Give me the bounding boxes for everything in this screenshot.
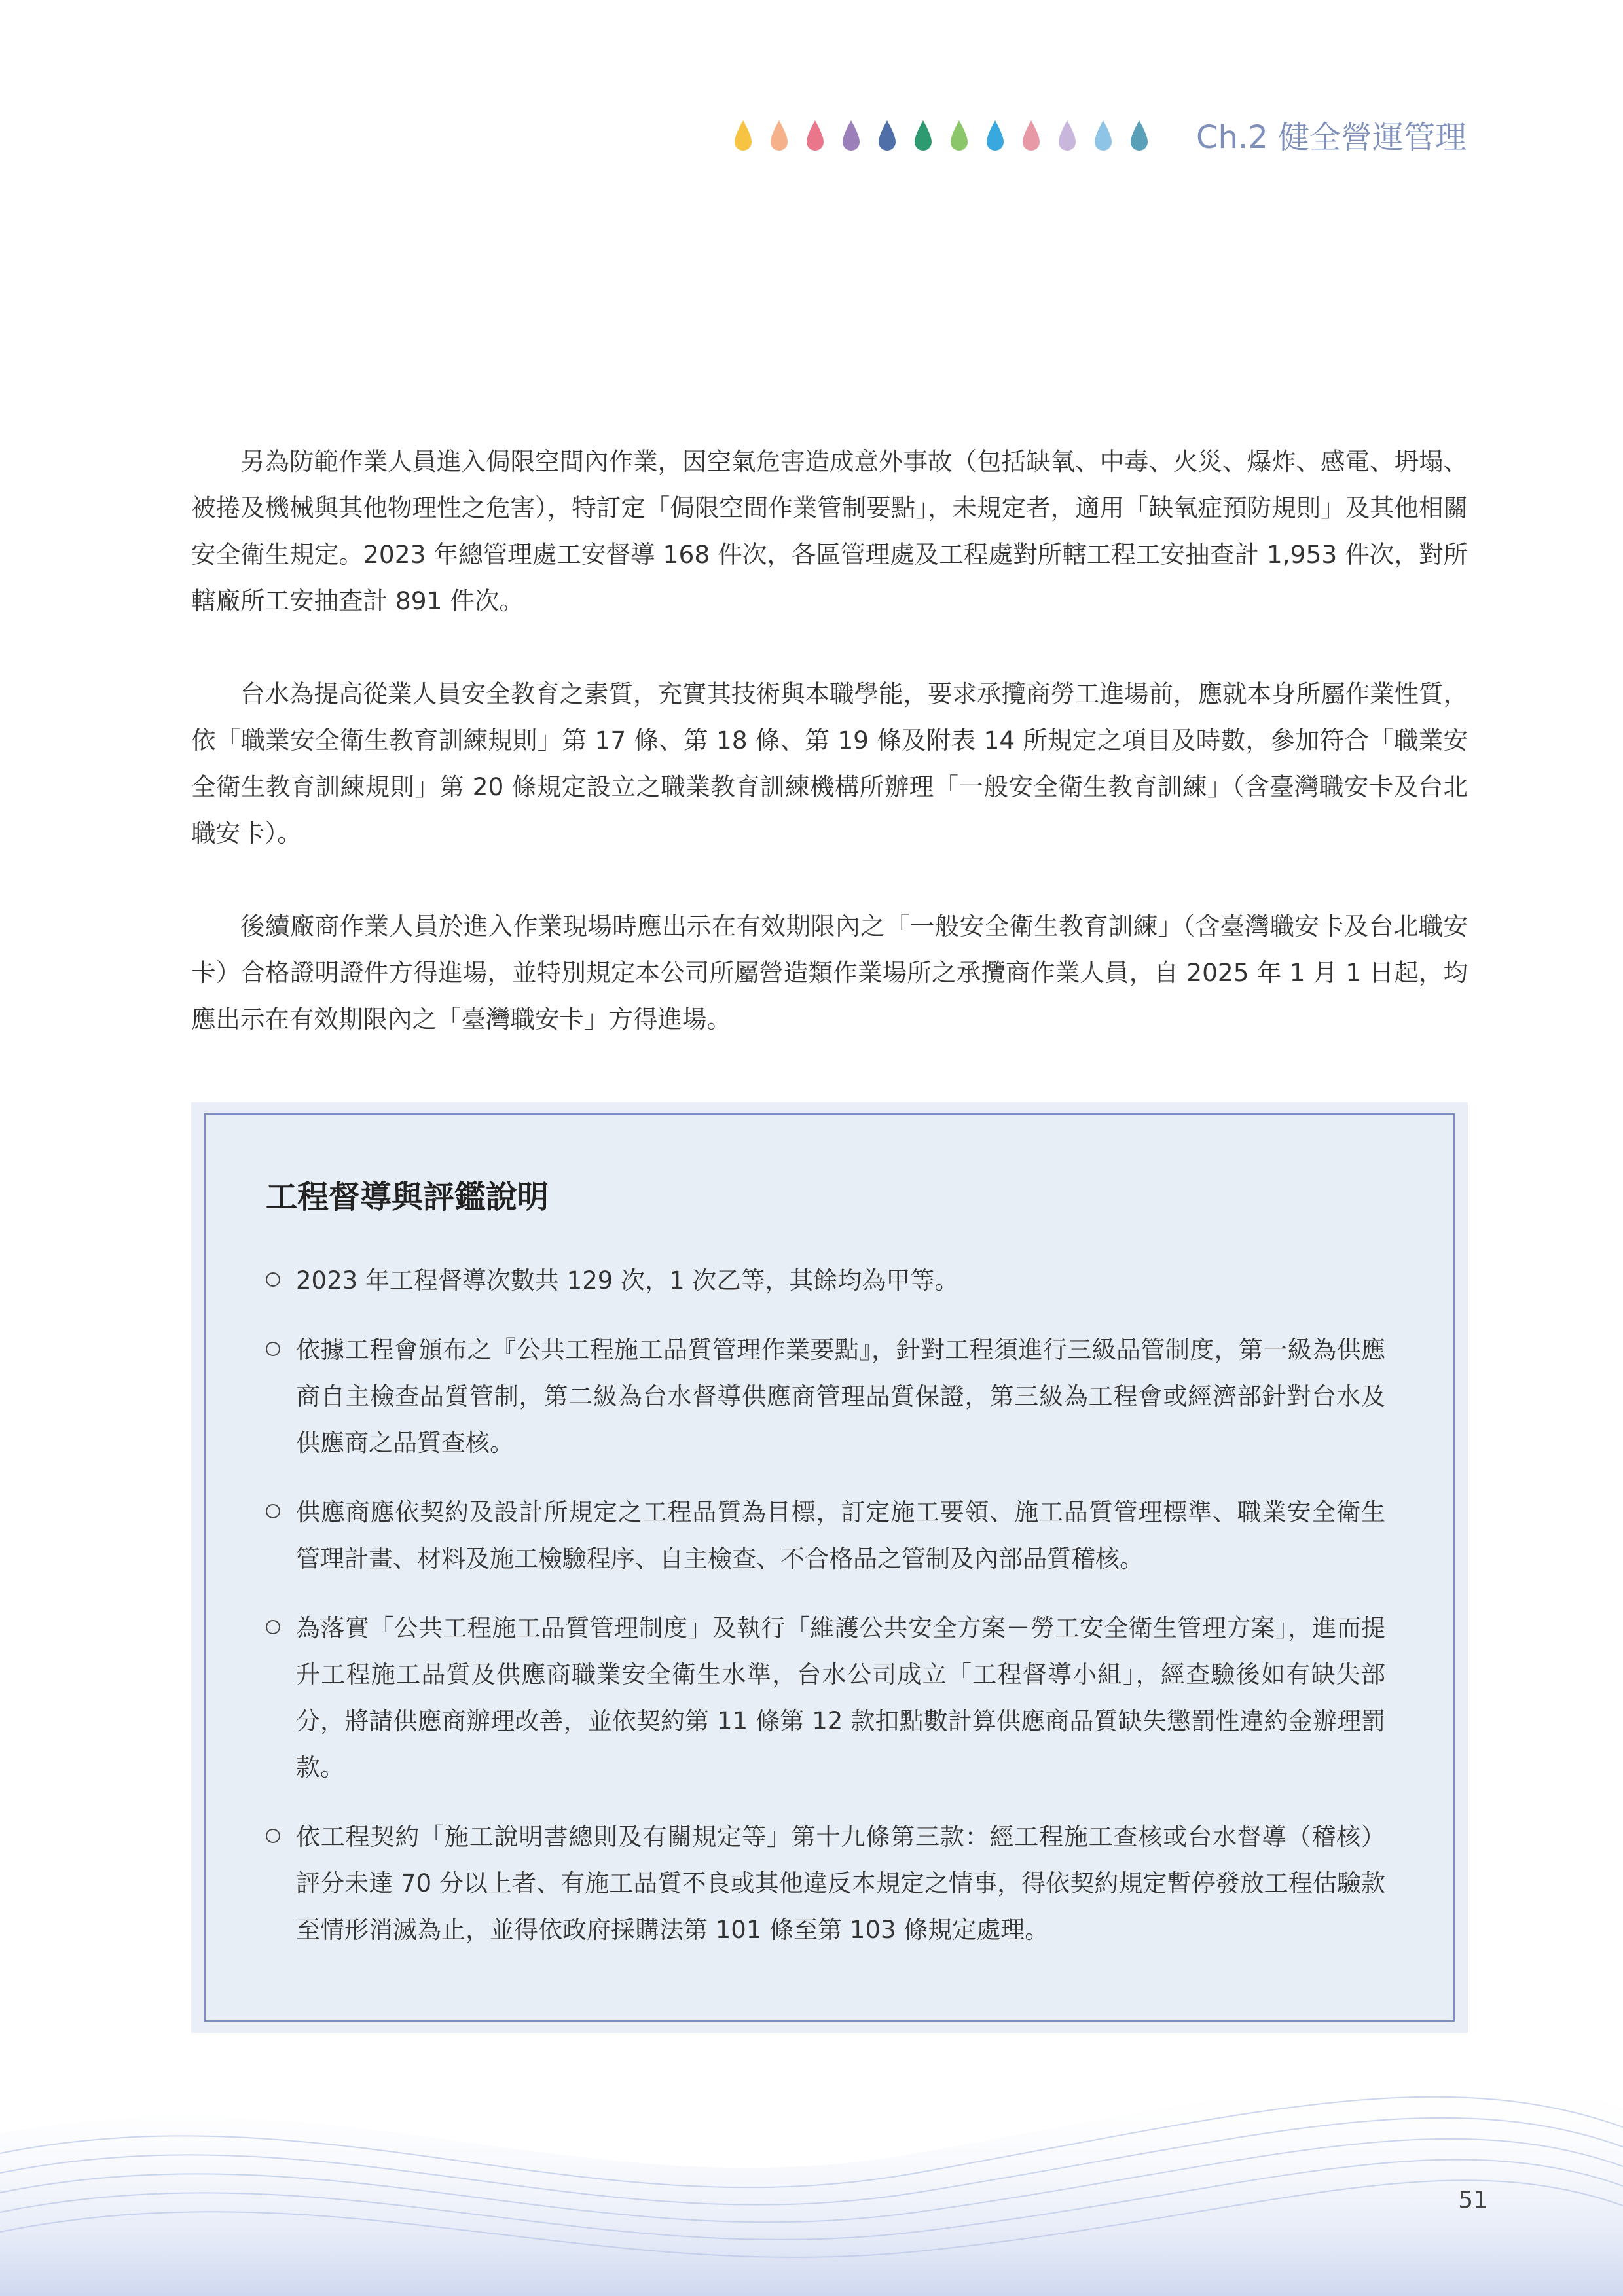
water-drop-icon — [733, 119, 753, 153]
list-item-text: 依據工程會頒布之『公共工程施工品質管理作業要點』，針對工程須進行三級品管制度，第一級為供應商自主檢查品質管制，第二級為台水督導供應商管理品質保證，第三級為工程會或經濟部針對台水及供應商之品質查核。 — [296, 1336, 1385, 1457]
circle-bullet-icon — [266, 1272, 280, 1287]
info-box-frame — [204, 1113, 1455, 2022]
water-drop-icon — [985, 119, 1005, 153]
circle-bullet-icon — [266, 1829, 280, 1843]
water-drop-icon — [877, 119, 897, 153]
water-drop-icon — [913, 119, 933, 153]
list-item-text: 2023 年工程督導次數共 129 次，1 次乙等，其餘均為甲等。 — [296, 1266, 959, 1295]
circle-bullet-icon — [266, 1504, 280, 1518]
water-drop-icon — [1057, 119, 1077, 153]
water-drop-icon — [769, 119, 789, 153]
water-drop-icon — [805, 119, 825, 153]
water-drop-icon — [1093, 119, 1113, 153]
circle-bullet-icon — [266, 1620, 280, 1634]
circle-bullet-icon — [266, 1342, 280, 1356]
list-item-text: 為落實「公共工程施工品質管理制度」及執行「維護公共安全方案－勞工安全衛生管理方案」，進而提升工程施工品質及供應商職業安全衛生水準，台水公司成立「工程督導小組」，經查驗後如有缺失部分，將請供應商辦理改善，並依契約第 11 條第 12 款扣點數計算供應商品質缺失懲罰性違約金辦理罰款。 — [296, 1614, 1385, 1782]
box-list — [266, 1257, 1385, 1976]
body-text — [191, 439, 1468, 1089]
list-item — [266, 1327, 1385, 1466]
box-title: 工程督導與評鑑說明 — [266, 1179, 549, 1215]
water-drop-icon — [949, 119, 969, 153]
list-item — [266, 1814, 1385, 1953]
list-item — [266, 1257, 1385, 1304]
page-number: 51 — [1458, 2187, 1488, 2214]
water-drop-icon — [1021, 119, 1041, 153]
page-header — [733, 117, 1467, 169]
paragraph-safety-training: 台水為提高從業人員安全教育之素質，充實其技術與本職學能，要求承攬商勞工進場前，應就本身所屬作業性質，依「職業安全衛生教育訓練規則」第 17 條、第 18 條、第 19 條及附表 14 所規定之項目及時數，參加符合「職業安全衛生教育訓練規則」第 20 條規定設立之職業教育訓練機構所辦理「一般安全衛生教育訓練」（含臺灣職安卡及台北職安卡）。 — [191, 679, 1468, 848]
water-drop-icon — [1129, 119, 1149, 153]
list-item-text: 依工程契約「施工說明書總則及有關規定等」第十九條第三款：經工程施工查核或台水督導（稽核）評分未達 70 分以上者、有施工品質不良或其他違反本規定之情事，得依契約規定暫停發放工程估驗款至情形消滅為止，並得依政府採購法第 101 條至第 103 條規定處理。 — [296, 1823, 1385, 1944]
paragraph-confined-space: 另為防範作業人員進入侷限空間內作業，因空氣危害造成意外事故（包括缺氧、中毒、火災、爆炸、感電、坍塌、被捲及機械與其他物理性之危害），特訂定「侷限空間作業管制要點」，未規定者，適用「缺氧症預防規則」及其他相關安全衛生規定。2023 年總管理處工安督導 168 件次，各區管理處及工程處對所轄工程工安抽查計 1,953 件次，對所轄廠所工安抽查計 891 件次。 — [191, 447, 1468, 615]
water-drop-icon — [841, 119, 861, 153]
engineering-supervision-box — [191, 1102, 1468, 2033]
paragraph-safety-card: 後續廠商作業人員於進入作業現場時應出示在有效期限內之「一般安全衛生教育訓練」（含臺灣職安卡及台北職安卡）合格證明證件方得進場，並特別規定本公司所屬營造類作業場所之承攬商作業人員，自 2025 年 1 月 1 日起，均應出示在有效期限內之「臺灣職安卡」方得進場。 — [191, 912, 1468, 1033]
list-item — [266, 1489, 1385, 1582]
chapter-title: Ch.2 健全營運管理 — [1196, 119, 1467, 156]
list-item-text: 供應商應依契約及設計所規定之工程品質為目標，訂定施工要領、施工品質管理標準、職業安全衛生管理計畫、材料及施工檢驗程序、自主檢查、不合格品之管制及內部品質稽核。 — [296, 1498, 1385, 1573]
list-item — [266, 1605, 1385, 1791]
